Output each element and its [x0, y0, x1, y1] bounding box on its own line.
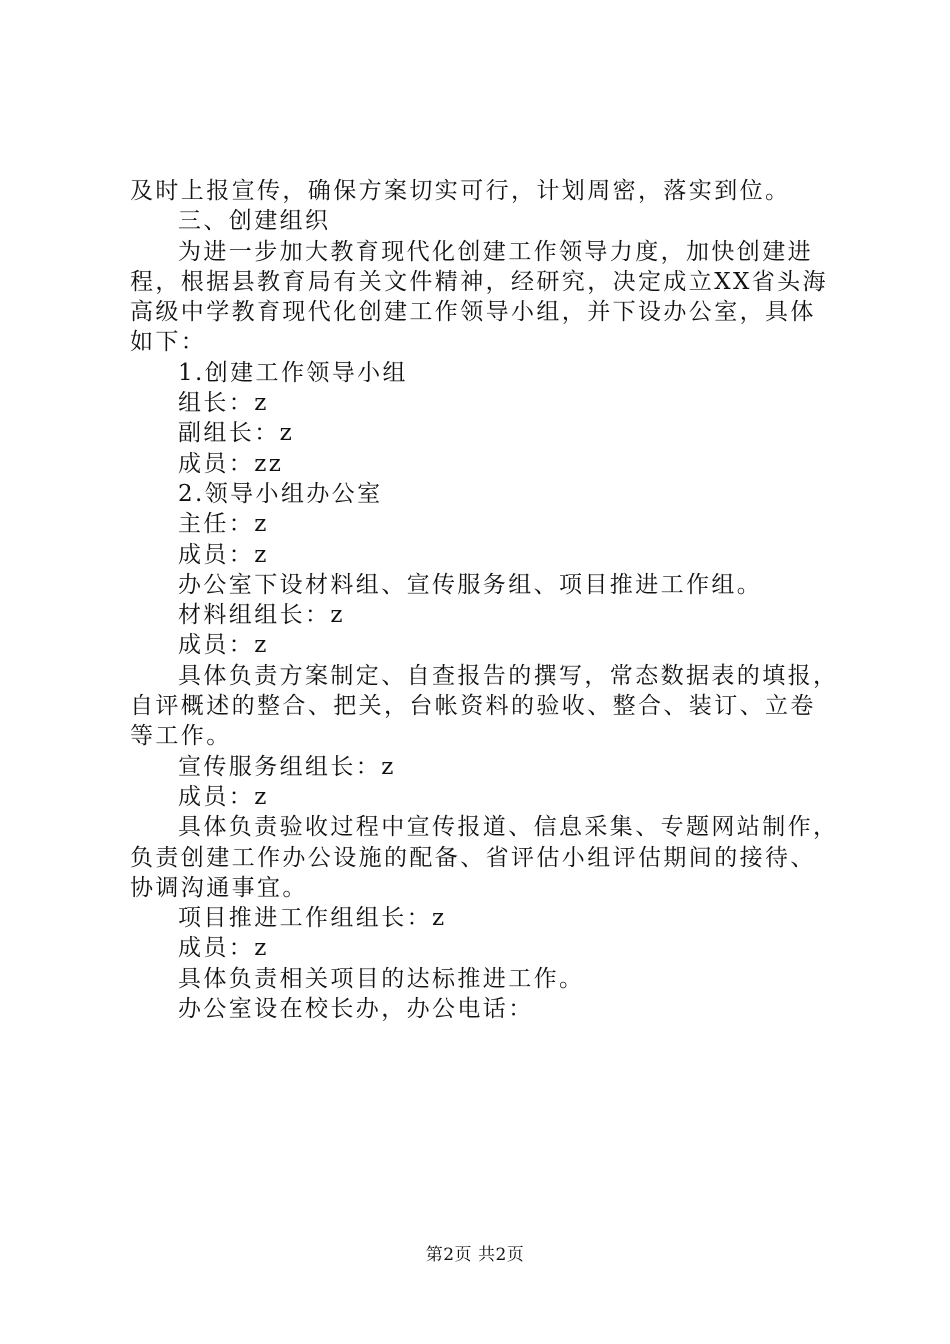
- document-line: 成员：zz: [178, 450, 284, 477]
- document-body: [130, 176, 850, 1024]
- document-line: 负责创建工作办公设施的配备、省评估小组评估期间的接待、: [130, 844, 816, 871]
- document-line: 程，根据县教育局有关文件精神，经研究，决定成立XX省头海: [130, 268, 828, 295]
- document-line: 办公室设在校长办，办公电话：: [178, 996, 534, 1023]
- document-line: 项目推进工作组组长：z: [178, 905, 447, 932]
- document-line: 副组长：z: [178, 420, 295, 447]
- document-line: 及时上报宣传，确保方案切实可行，计划周密，落实到位。: [130, 178, 791, 204]
- document-line: 自评概述的整合、把关，台帐资料的验收、整合、装订、立卷: [130, 693, 816, 720]
- document-line: 具体负责方案制定、自查报告的撰写，常态数据表的填报，: [178, 662, 839, 689]
- document-line: 材料组组长：z: [178, 602, 345, 629]
- document-line: 成员：z: [178, 541, 269, 568]
- document-line: 组长：z: [178, 390, 269, 417]
- document-line: 如下：: [130, 329, 207, 356]
- document-line: 具体负责相关项目的达标推进工作。: [178, 965, 585, 992]
- document-line: 协调沟通事宜。: [130, 874, 308, 901]
- document-line: 具体负责验收过程中宣传报道、信息采集、专题网站制作，: [178, 814, 839, 841]
- document-line: 主任：z: [178, 511, 269, 538]
- document-line: 1.创建工作领导小组: [178, 359, 408, 386]
- document-line: 成员：z: [178, 783, 269, 810]
- document-line: 2.领导小组办公室: [178, 480, 383, 507]
- document-line: 成员：z: [178, 935, 269, 962]
- document-line: 宣传服务组组长：z: [178, 753, 396, 780]
- document-line: 为进一步加大教育现代化创建工作领导力度，加快创建进: [178, 238, 813, 265]
- document-line: 高级中学教育现代化创建工作领导小组，并下设办公室，具体: [130, 299, 816, 326]
- page-footer: 第2页 共2页: [425, 1245, 525, 1265]
- document-line: 成员：z: [178, 632, 269, 659]
- document-line: 三、创建组织: [178, 208, 331, 235]
- document-line: 等工作。: [130, 723, 232, 750]
- document-line: 办公室下设材料组、宣传服务组、项目推进工作组。: [178, 571, 763, 598]
